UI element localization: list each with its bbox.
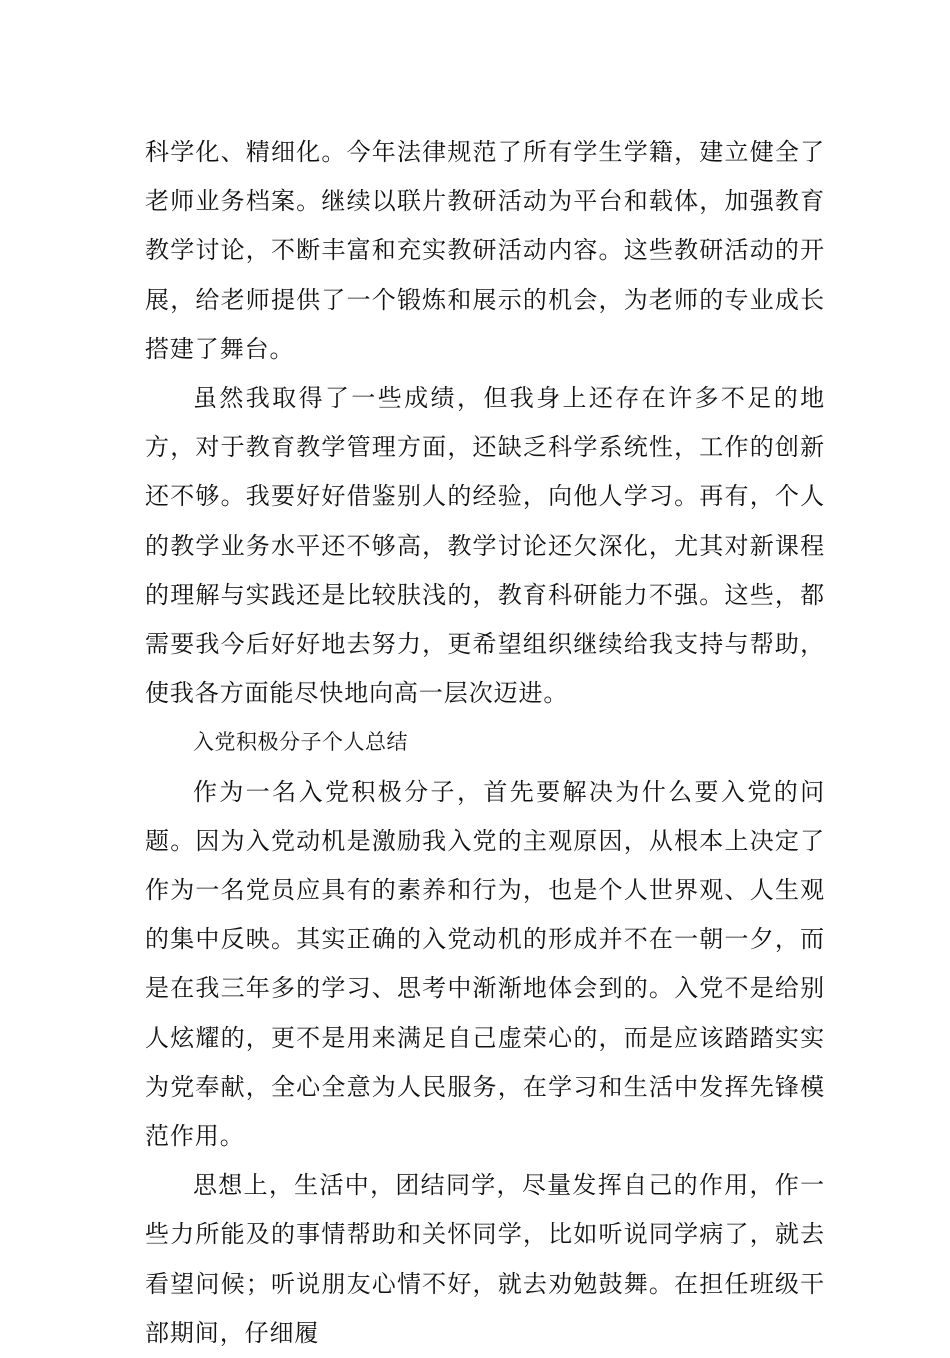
paragraph-continuation: 科学化、精细化。今年法律规范了所有学生学籍，建立健全了老师业务档案。继续以联片教研活动为平台和载体，加强教育教学讨论，不断丰富和充实教研活动内容。这些教研活动的开展，给老师提供了一个锻炼和展示的机会，为老师的专业成长搭建了舞台。 (145, 138, 825, 363)
section-heading: 入党积极分子个人总结 (193, 730, 408, 755)
paragraph-shortcomings: 虽然我取得了一些成绩，但我身上还存在许多不足的地方，对于教育教学管理方面，还缺乏科学系统性，工作的创新还不够。我要好好借鉴别人的经验，向他人学习。再有，个人的教学业务水平还不够高，教学讨论还欠深化，尤其对新课程的理解与实践还是比较肤浅的，教育科研能力不强。这些，都需要我今后好好地去努力，更希望组织继续给我支持与帮助，使我各方面能尽快地向高一层次迈进。 (145, 384, 825, 708)
document-page (145, 128, 825, 1358)
paragraph-thought: 思想上，生活中，团结同学，尽量发挥自己的作用，作一些力所能及的事情帮助和关怀同学，比如听说同学病了，就去看望问候；听说朋友心情不好，就去劝勉鼓舞。在担任班级干部期间，仔细履 (145, 1171, 825, 1347)
paragraph-motivation: 作为一名入党积极分子，首先要解决为什么要入党的问题。因为入党动机是激励我入党的主观原因，从根本上决定了作为一名党员应具有的素养和行为，也是个人世界观、人生观的集中反映。其实正确的入党动机的形成并不在一朝一夕，而是在我三年多的学习、思考中渐渐地体会到的。入党不是给别人炫耀的，更不是用来满足自己虚荣心的，而是应该踏踏实实为党奉献，全心全意为人民服务，在学习和生活中发挥先锋模范作用。 (145, 777, 825, 1151)
